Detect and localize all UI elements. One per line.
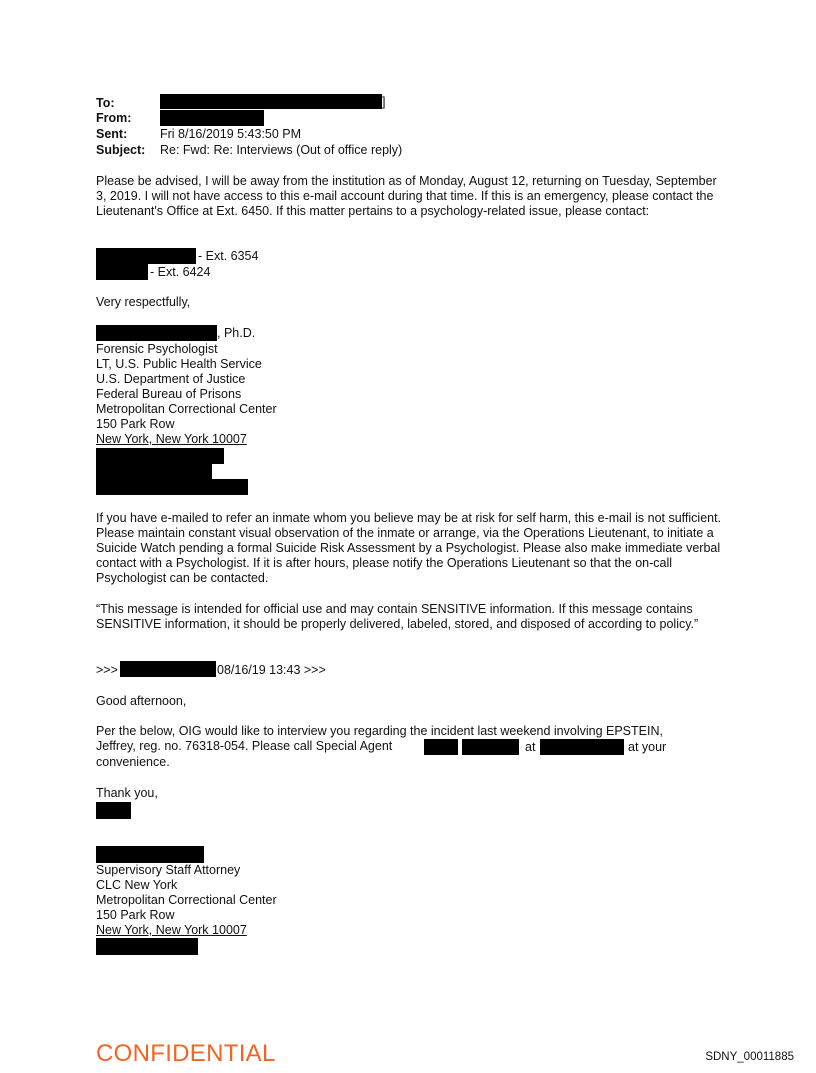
contact2-ext: - Ext. 6424 — [150, 265, 211, 279]
contact1-redaction — [96, 248, 196, 264]
sig1-redaction-3 — [96, 479, 248, 495]
sig2-title: Supervisory Staff Attorney — [96, 863, 241, 877]
sig1-institution: Metropolitan Correctional Center — [96, 402, 277, 416]
self-harm-notice: If you have e-mailed to refer an inmate whom you believe may be at risk for self harm, this e-mail is not sufficient. Please maintain constant visual observation of the inmate or arrange, via the Operations Lieutenant, to initiate a Suicide Watch pending a formal Suicide Risk Assessment by a Psychologist. Please also make immediate verbal contact with a Psychologist. If it is after hours, please notify the Operations Lieutenant so that the on-call Psychologist can be contacted. — [96, 511, 722, 585]
oig-line-2-at: at — [525, 740, 536, 754]
sender-initials-redaction — [96, 802, 131, 819]
sig1-title: Forensic Psychologist — [96, 342, 218, 356]
sig2-name-redaction — [96, 846, 204, 863]
sig1-redaction-1 — [96, 448, 224, 464]
agent-first-redaction — [424, 739, 458, 755]
agent-last-redaction — [462, 739, 519, 755]
sig2-street: 150 Park Row — [96, 908, 175, 922]
greeting: Good afternoon, — [96, 694, 187, 708]
sig1-name-redaction — [96, 325, 217, 341]
forward-prefix: >>> — [96, 663, 118, 677]
thanks: Thank you, — [96, 786, 158, 800]
sig1-street: 150 Park Row — [96, 417, 175, 431]
to-label: To: — [96, 96, 115, 110]
oig-line-1: Per the below, OIG would like to interview you regarding the incident last weekend involving EPSTEIN, — [96, 724, 663, 738]
sig1-redaction-2 — [96, 464, 212, 480]
from-label: From: — [96, 111, 132, 125]
sig1-bureau: Federal Bureau of Prisons — [96, 387, 242, 401]
sent-label: Sent: — [96, 127, 128, 141]
to-redaction — [160, 94, 382, 109]
confidential-stamp: CONFIDENTIAL — [96, 1040, 276, 1067]
forward-sender-redaction — [120, 661, 216, 677]
ooo-paragraph: Please be advised, I will be away from the institution as of Monday, August 12, returning on Tuesday, September 3, 2019. I will not have access to this e-mail account during that time. If this is an emergency, please contact the Lieutenant's Office at Ext. 6450. If this matter pertains to a psychology-related issue, please contact: — [96, 174, 717, 218]
contact1-ext: - Ext. 6354 — [198, 249, 259, 263]
oig-line-3: convenience. — [96, 755, 170, 769]
sig2-institution: Metropolitan Correctional Center — [96, 893, 277, 907]
sig2-office: CLC New York — [96, 878, 178, 892]
to-bracket: ] — [382, 95, 386, 109]
from-redaction — [160, 110, 264, 126]
closing: Very respectfully, — [96, 295, 191, 309]
sig1-rank: LT, U.S. Public Health Service — [96, 357, 262, 371]
sig1-city: New York, New York 10007 — [96, 432, 247, 446]
subject-label: Subject: — [96, 143, 146, 157]
subject-value: Re: Fwd: Re: Interviews (Out of office reply) — [160, 143, 403, 157]
sensitive-notice: “This message is intended for official use and may contain SENSITIVE information. If this message contains SENSITIVE information, it should be properly delivered, labeled, stored, and disposed of according to policy.” — [96, 602, 699, 631]
sig1-department: U.S. Department of Justice — [96, 372, 246, 386]
sig2-phone-redaction — [96, 938, 198, 955]
oig-line-2b: at your — [628, 740, 667, 754]
bates-number: SDNY_00011885 — [705, 1051, 794, 1063]
oig-line-2a: Jeffrey, reg. no. 76318-054. Please call Special Agent — [96, 739, 393, 753]
sent-value: Fri 8/16/2019 5:43:50 PM — [160, 127, 302, 141]
sig2-city: New York, New York 10007 — [96, 923, 247, 937]
sig1-degree: , Ph.D. — [217, 326, 256, 340]
forward-stamp: 08/16/19 13:43 >>> — [217, 663, 326, 677]
agent-phone-redaction — [540, 739, 624, 755]
contact2-redaction — [96, 264, 148, 280]
